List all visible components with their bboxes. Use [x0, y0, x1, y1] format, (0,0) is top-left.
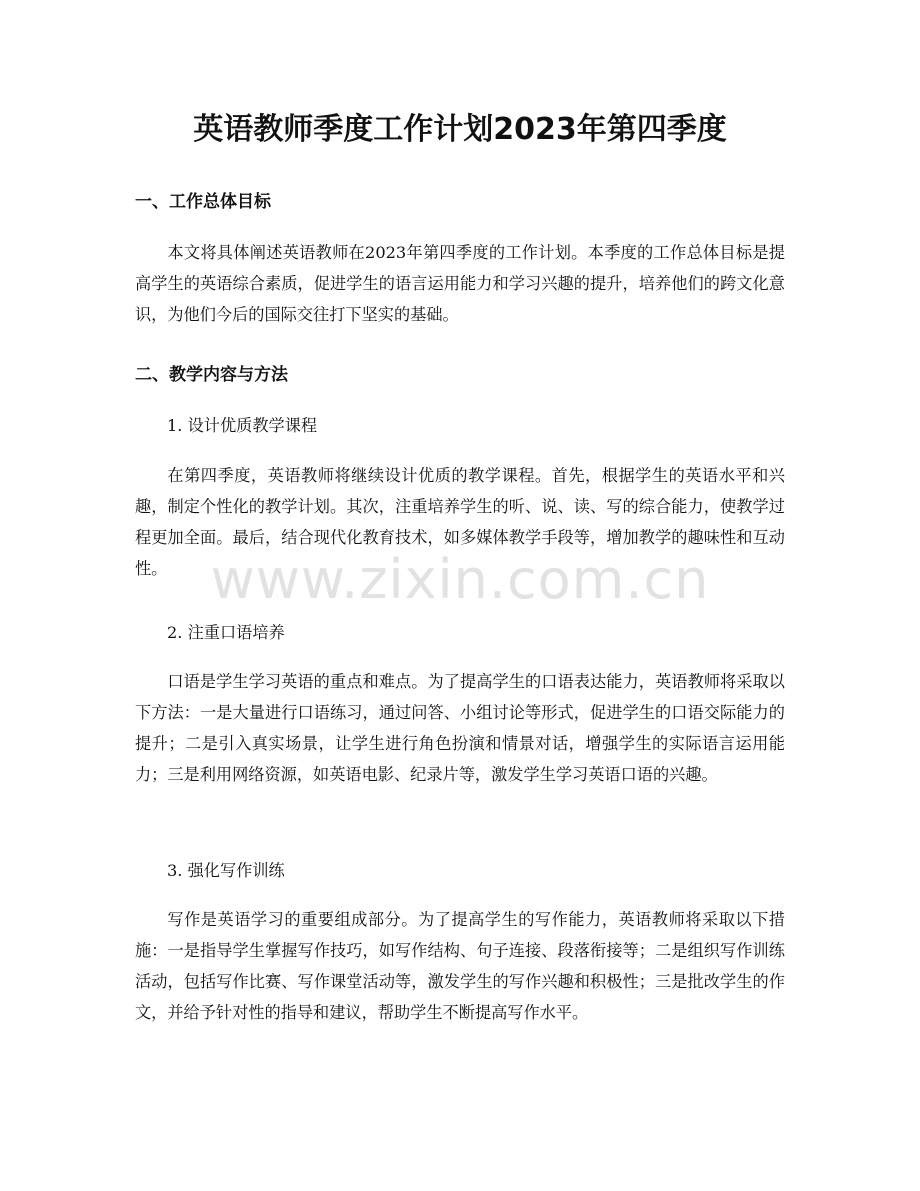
paragraph-writing-training: 写作是英语学习的重要组成部分。为了提高学生的写作能力，英语教师将采取以下措施：一是指导学生掌握写作技巧，如写作结构、句子连接、段落衔接等；二是组织写作训练活动，包括写作比赛、写作课堂活动等，激发学生的写作兴趣和积极性；三是批改学生的作文，并给予针对性的指导和建议，帮助学生不断提高写作水平。	[135, 910, 785, 1022]
subheading-course-design: 1. 设计优质教学课程	[167, 416, 318, 435]
section-heading-methods: 二、教学内容与方法	[135, 365, 288, 385]
watermark: www.zixin.com.cn	[210, 548, 710, 611]
paragraph-oral-training: 口语是学生学习英语的重点和难点。为了提高学生的口语表达能力，英语教师将采取以下方法：一是大量进行口语练习，通过问答、小组讨论等形式，促进学生的口语交际能力的提升；二是引入真实场景，让学生进行角色扮演和情景对话，增强学生的实际语言运用能力；三是利用网络资源，如英语电影、纪录片等，激发学生学习英语口语的兴趣。	[135, 672, 785, 784]
document-title: 英语教师季度工作计划2023年第四季度	[193, 112, 727, 147]
paragraph-course-design: 在第四季度，英语教师将继续设计优质的教学课程。首先，根据学生的英语水平和兴趣，制定个性化的教学计划。其次，注重培养学生的听、说、读、写的综合能力，使教学过程更加全面。最后，结合现代化教育技术，如多媒体教学手段等，增加教学的趣味性和互动性。	[135, 466, 785, 578]
subheading-oral-training: 2. 注重口语培养	[167, 623, 285, 642]
section-heading-goals: 一、工作总体目标	[135, 192, 271, 212]
paragraph-goals: 本文将具体阐述英语教师在2023年第四季度的工作计划。本季度的工作总体目标是提高学生的英语综合素质，促进学生的语言运用能力和学习兴趣的提升，培养他们的跨文化意识，为他们今后的国际交往打下坚实的基础。	[135, 243, 785, 324]
subheading-writing-training: 3. 强化写作训练	[167, 861, 285, 880]
